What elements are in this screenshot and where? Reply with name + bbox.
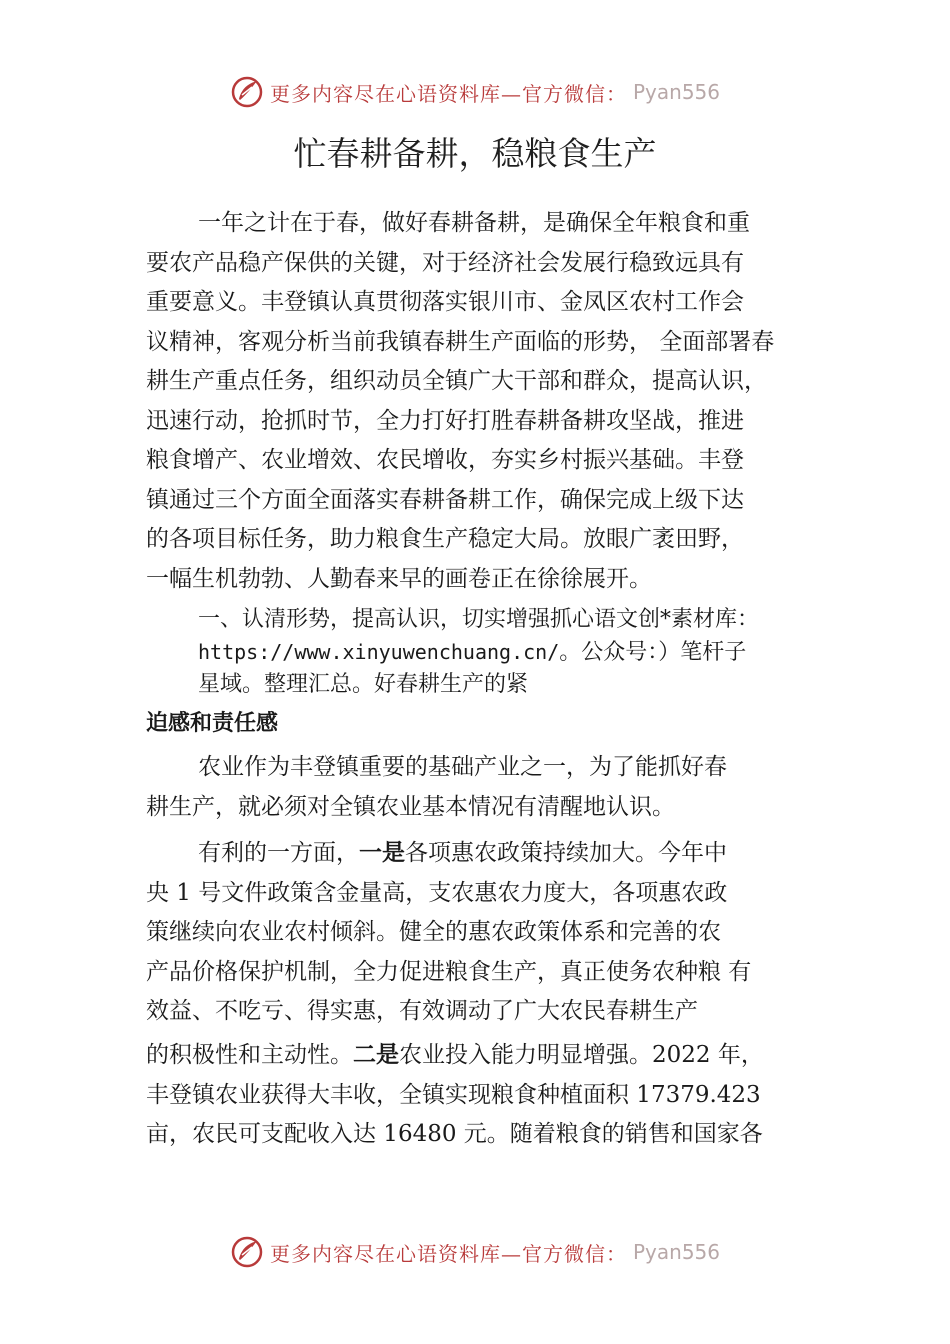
source-url: https://www.xinyuwenchuang.cn/ — [198, 640, 560, 664]
paragraph-3 — [146, 834, 836, 1032]
section1-line2: https://www.xinyuwenchuang.cn/。公众号：）笔杆子 — [198, 640, 747, 665]
banner-text: 更多内容尽在心语资料库—官方微信： — [269, 1241, 627, 1266]
text-line: 迅速行动，抢抓时节，全力打好打胜春耕备耕攻坚战，推进 — [146, 407, 744, 434]
paragraph-2 — [146, 748, 836, 827]
text-line: 镇通过三个方面全面落实春耕备耕工作，确保完成上级下达 — [146, 486, 744, 513]
text-line: 效益、不吃亏、得实惠，有效调动了广大农民春耕生产 — [146, 998, 698, 1024]
text-line: 耕生产重点任务，组织动员全镇广大干部和群众，提高认识， — [146, 368, 767, 394]
banner-text: 更多内容尽在心语资料库—官方微信： — [269, 81, 627, 106]
text-line: 耕生产，就必须对全镇农业基本情况有清醒地认识。 — [146, 793, 675, 820]
text-line: 央 1 号文件政策含金量高，支农惠农力度大，各项惠农政 — [146, 879, 728, 906]
text-line: 丰登镇农业获得大丰收，全镇实现粮食种植面积 17379.423 — [146, 1081, 761, 1108]
logo-icon — [230, 75, 264, 109]
text-line: 亩，农民可支配收入达 16480 元。随着粮食的销售和国家各 — [146, 1121, 763, 1147]
emphasis-first: 一是 — [359, 840, 405, 866]
footer-banner — [0, 1232, 950, 1272]
text-line: 的积极性和主动性。二是农业投入能力明显增强。2022 年， — [146, 1042, 764, 1068]
text-line: 有利的一方面，一是各项惠农政策持续加大。今年中 — [198, 840, 727, 866]
text-line: 一幅生机勃勃、人勤春来早的画卷正在徐徐展开。 — [146, 565, 652, 592]
text-line: 的各项目标任务，助力粮食生产稳定大局。放眼广袤田野， — [146, 526, 744, 552]
text-line: 产品价格保护机制，全力促进粮食生产，真正使务农种粮 有 — [146, 958, 752, 985]
emphasis-second: 二是 — [353, 1042, 399, 1068]
section1-block — [146, 604, 836, 701]
text-line: 农业作为丰登镇重要的基础产业之一，为了能抓好春 — [198, 754, 727, 780]
section1-line3: 星域。整理汇总。好春耕生产的紧 — [198, 672, 529, 697]
text-line: 议精神，客观分析当前我镇春耕生产面临的形势， 全面部署春 — [146, 328, 775, 355]
document-title: 忙春耕备耕，稳粮食生产 — [293, 134, 657, 173]
banner-wechat-id: Pyan556 — [632, 80, 720, 104]
text-line: 一年之计在于春，做好春耕备耕，是确保全年粮食和重 — [198, 210, 750, 236]
text-line: 策继续向农业农村倾斜。健全的惠农政策体系和完善的农 — [146, 919, 721, 945]
banner-wechat-id: Pyan556 — [632, 1240, 720, 1264]
text-line: 粮食增产、农业增效、农民增收，夯实乡村振兴基础。丰登 — [146, 447, 744, 473]
text-line: 重要意义。丰登镇认真贯彻落实银川市、金凤区农村工作会 — [146, 289, 744, 315]
paragraph-4 — [146, 1036, 836, 1155]
text-line: 要农产品稳产保供的关键，对于经济社会发展行稳致远具有 — [146, 249, 744, 276]
intro-paragraph — [146, 204, 836, 599]
section1-heading: 迫感和责任感 — [146, 711, 279, 736]
logo-icon — [230, 1235, 264, 1269]
header-banner — [0, 72, 950, 112]
section1-line1: 一、认清形势，提高认识，切实增强抓心语文创*素材库： — [198, 607, 760, 632]
